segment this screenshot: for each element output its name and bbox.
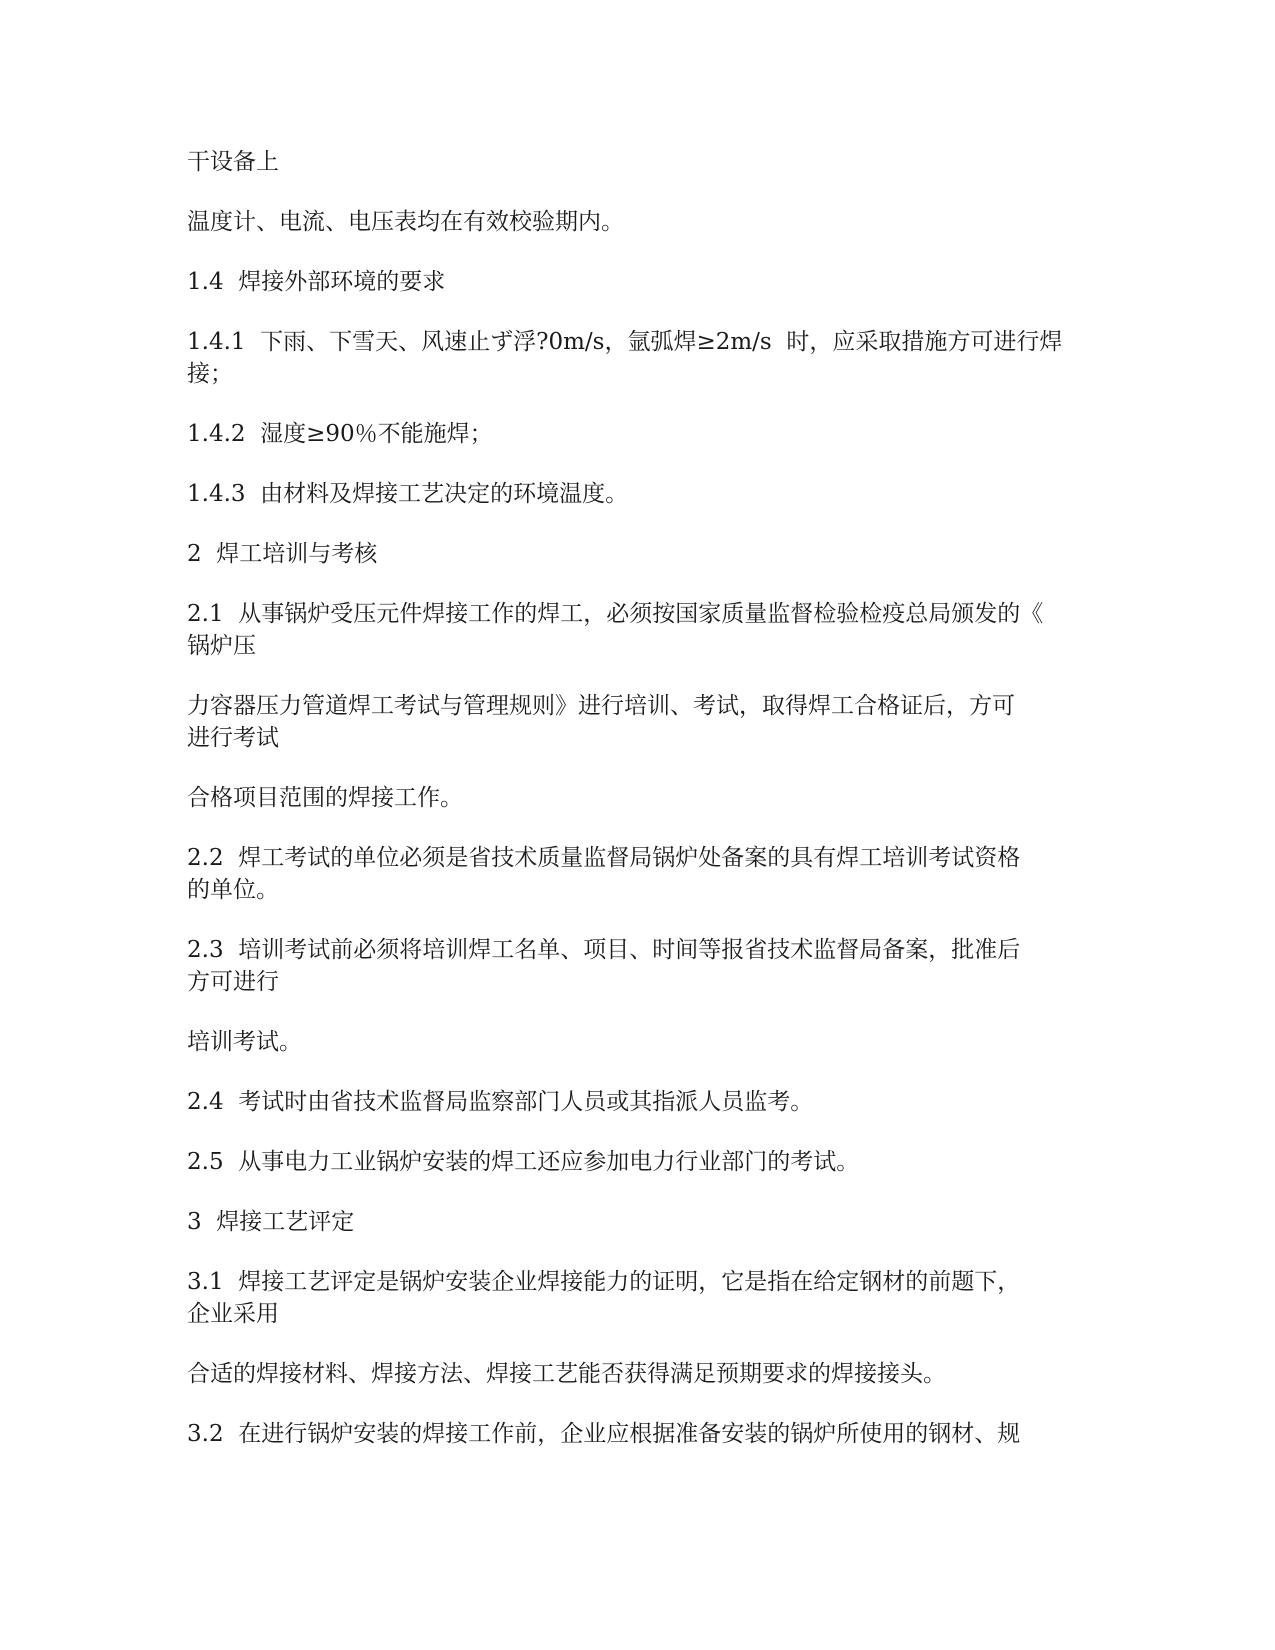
text-line: 接； — [187, 361, 233, 387]
paragraph — [187, 1358, 1087, 1390]
text-line: 3 焊接工艺评定 — [187, 1209, 355, 1235]
text-line: 1.4 焊接外部环境的要求 — [187, 269, 446, 295]
text-line: 干设备上 — [187, 149, 279, 175]
text-line: 温度计、电流、电压表均在有效校验期内。 — [187, 209, 624, 235]
paragraph — [187, 1026, 1087, 1058]
text-line: 1.4.2 湿度≥90％不能施焊； — [187, 421, 493, 447]
paragraph — [187, 934, 1087, 998]
section-heading — [187, 1206, 1087, 1238]
paragraph — [187, 418, 1087, 450]
text-line: 2 焊工培训与考核 — [187, 541, 378, 567]
paragraph — [187, 598, 1087, 662]
paragraph — [187, 690, 1087, 754]
paragraph — [187, 1086, 1087, 1118]
paragraph — [187, 782, 1087, 814]
text-line: 2.3 培训考试前必须将培训焊工名单、项目、时间等报省技术监督局备案，批准后 — [187, 937, 1021, 963]
paragraph — [187, 1266, 1087, 1330]
text-line: 3.2 在进行锅炉安装的焊接工作前，企业应根据准备安装的锅炉所使用的钢材、规 — [187, 1421, 1021, 1447]
text-line: 1.4.1 下雨、下雪天、风速止ず浮?0m/s，氩弧焊≥2m/s 时，应采取措施方可进行焊 — [187, 329, 1063, 355]
section-heading — [187, 266, 1087, 298]
paragraph — [187, 478, 1087, 510]
paragraph — [187, 1418, 1087, 1450]
text-line: 培训考试。 — [187, 1029, 302, 1055]
paragraph — [187, 326, 1087, 390]
text-line: 方可进行 — [187, 969, 279, 995]
text-line: 2.5 从事电力工业锅炉安装的焊工还应参加电力行业部门的考试。 — [187, 1149, 860, 1175]
document-body — [187, 146, 1087, 1478]
text-line: 进行考试 — [187, 725, 279, 751]
text-line: 合适的焊接材料、焊接方法、焊接工艺能否获得满足预期要求的焊接接头。 — [187, 1361, 946, 1387]
paragraph — [187, 1146, 1087, 1178]
text-line: 企业采用 — [187, 1301, 279, 1327]
section-heading — [187, 538, 1087, 570]
text-line: 2.1 从事锅炉受压元件焊接工作的焊工，必须按国家质量监督检验检疫总局颁发的《 — [187, 601, 1044, 627]
paragraph — [187, 146, 1087, 178]
text-line: 1.4.3 由材料及焊接工艺决定的环境温度。 — [187, 481, 629, 507]
text-line: 2.2 焊工考试的单位必须是省技术质量监督局锅炉处备案的具有焊工培训考试资格 — [187, 845, 1021, 871]
text-line: 3.1 焊接工艺评定是锅炉安装企业焊接能力的证明，它是指在给定钢材的前题下， — [187, 1269, 1021, 1295]
text-line: 的单位。 — [187, 877, 279, 903]
text-line: 锅炉压 — [187, 633, 256, 659]
text-line: 力容器压力管道焊工考试与管理规则》进行培训、考试，取得焊工合格证后，方可 — [187, 693, 1015, 719]
paragraph — [187, 206, 1087, 238]
text-line: 2.4 考试时由省技术监督局监察部门人员或其指派人员监考。 — [187, 1089, 814, 1115]
paragraph — [187, 842, 1087, 906]
text-line: 合格项目范围的焊接工作。 — [187, 785, 463, 811]
